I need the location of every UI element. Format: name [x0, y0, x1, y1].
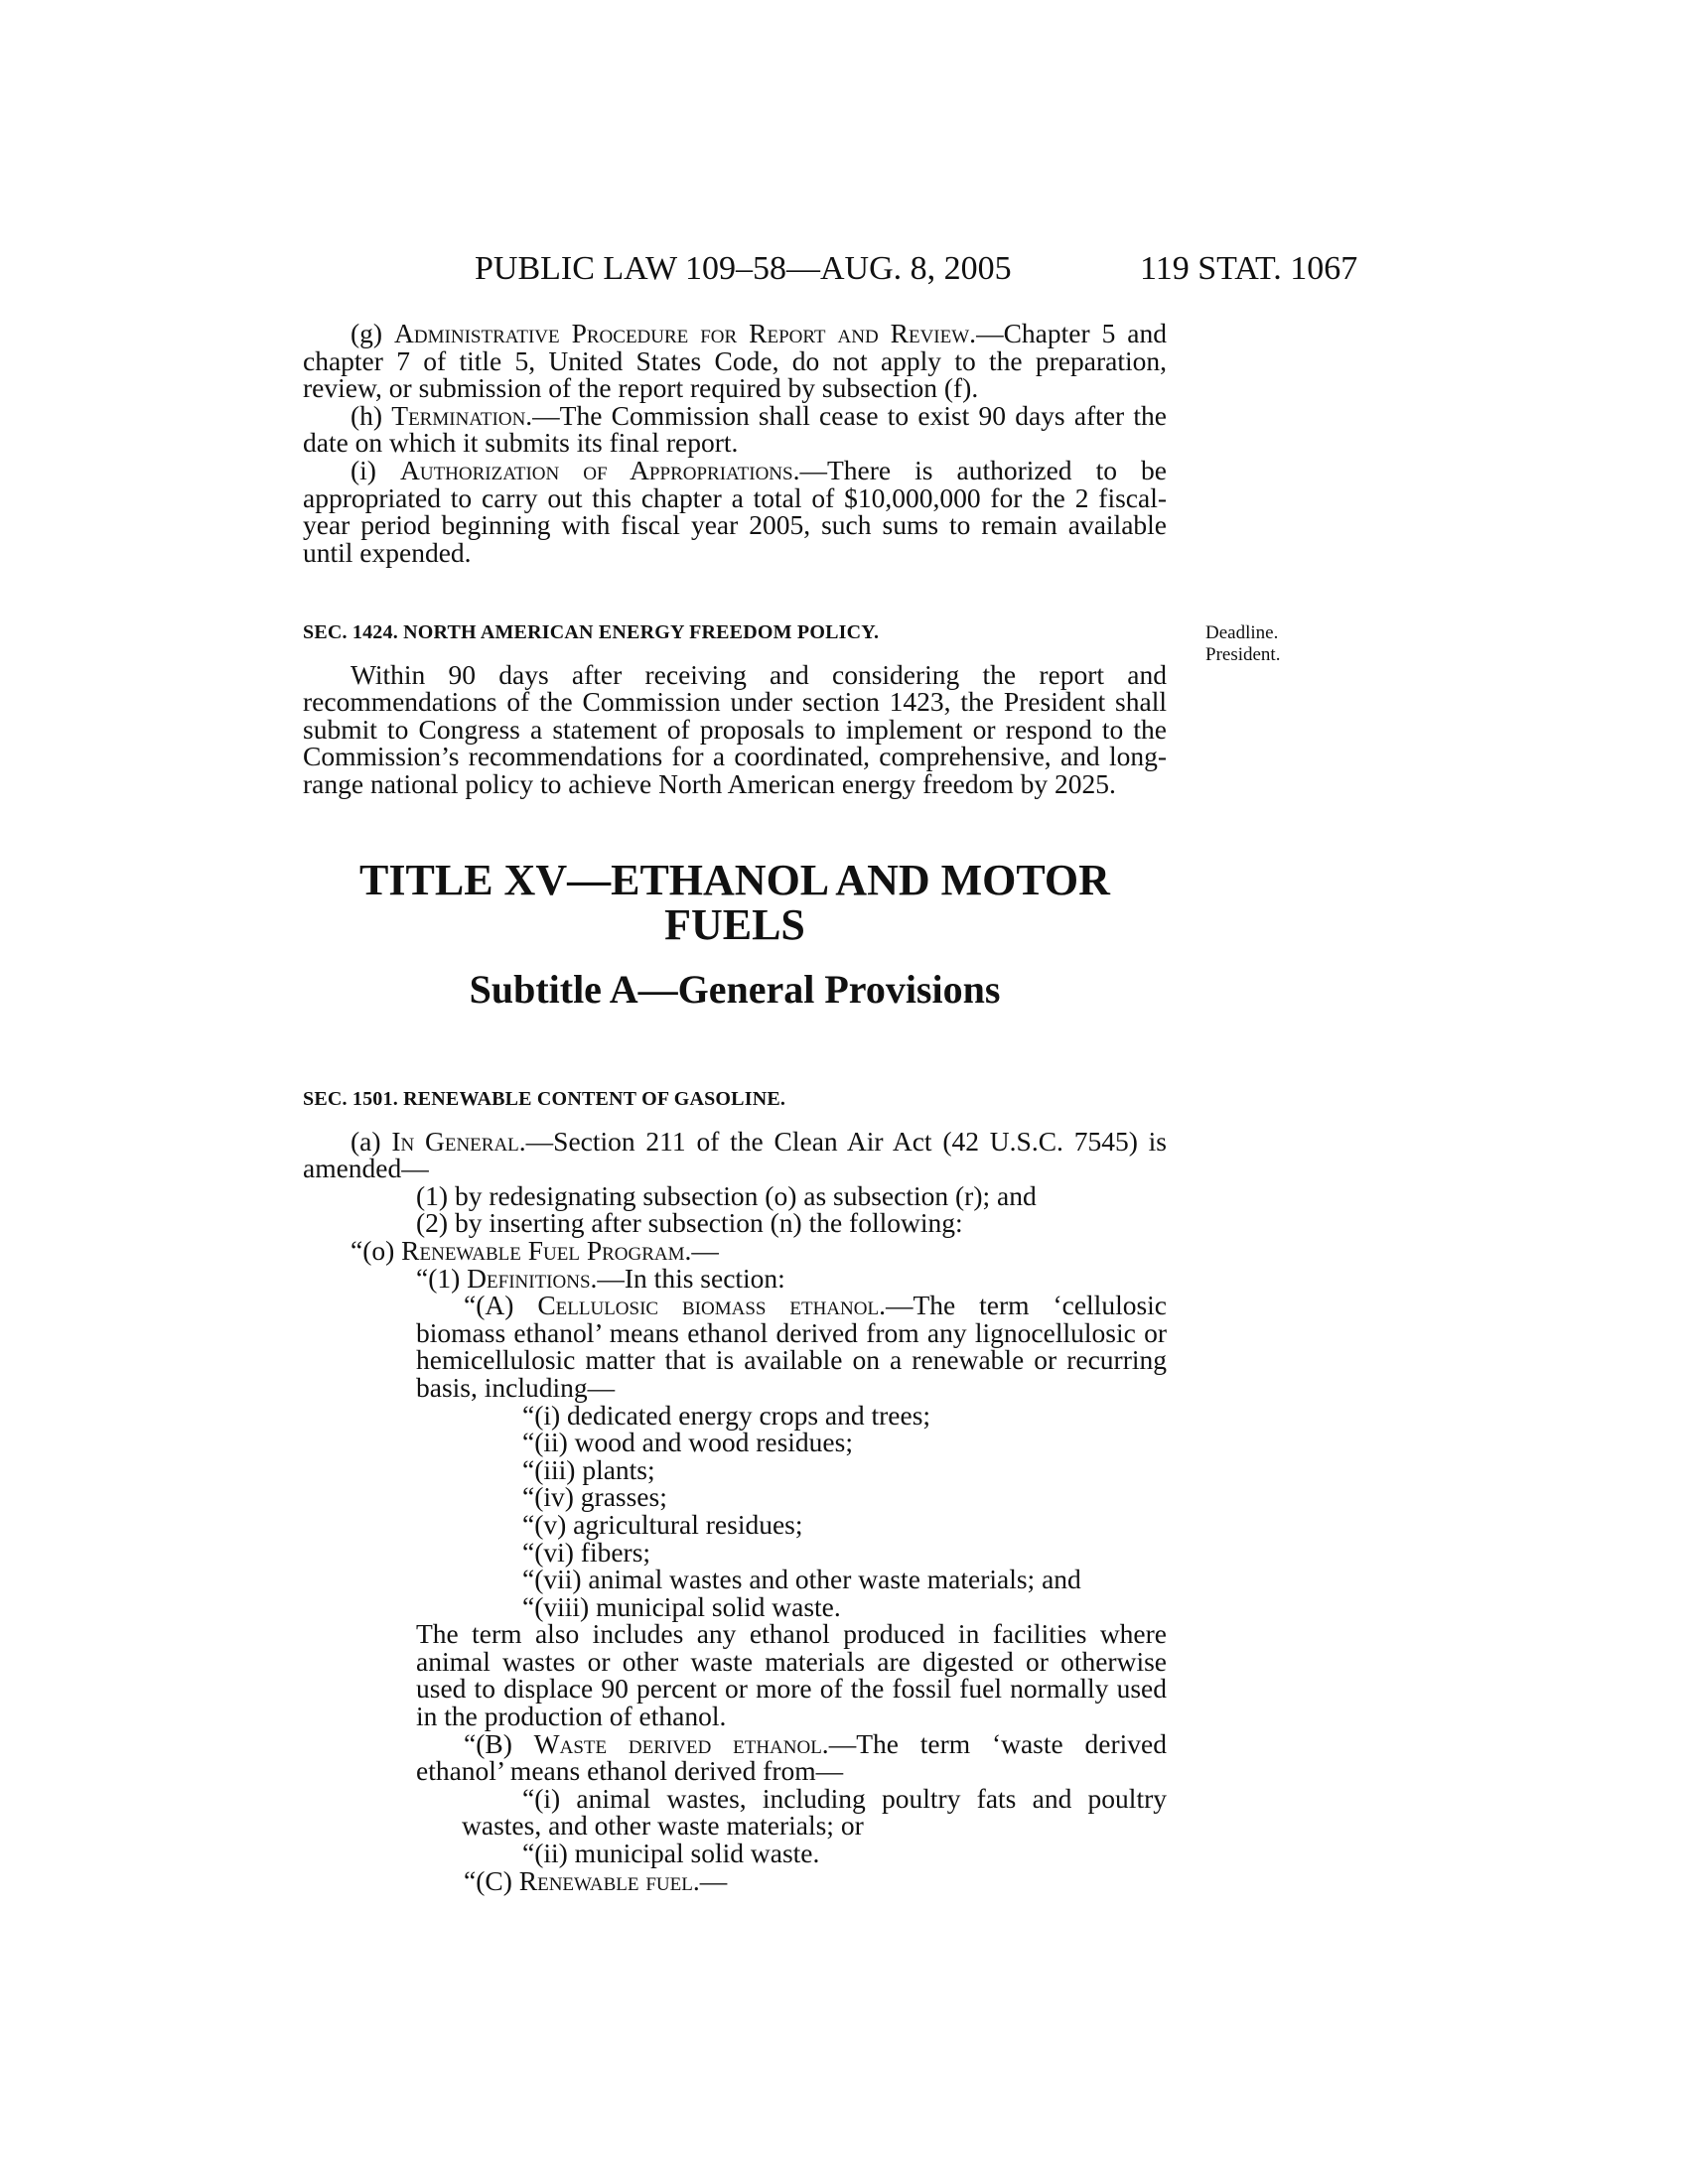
definition-a-item: “(vi) fibers;	[522, 1536, 651, 1568]
title-line-2: FUELS	[664, 900, 805, 949]
subsection-h: (h) Termination.—The Commission shall cease to exist 90 days after the date on which it submits its final report.	[303, 399, 1167, 459]
definition-b-item: “(ii) municipal solid waste.	[522, 1838, 820, 1869]
subsection-g: (g) Administrative Procedure for Report and Review.—Chapter 5 and chapter 7 of title 5, United States Code, do not apply to the preparation, review, or submission of the report required by subsection (f).	[303, 318, 1168, 404]
definition-a-item: “(ii) wood and wood residues;	[522, 1427, 853, 1458]
section-1501-a: (a) In General.—Section 211 of the Clean Air Act (42 U.S.C. 7545) is amended—	[303, 1125, 1167, 1184]
title-line-1: TITLE XV—ETHANOL AND MOTOR	[359, 856, 1110, 904]
subsection-o-heading: “(o) Renewable Fuel Program.—	[351, 1234, 719, 1266]
section-1424	[303, 619, 1167, 798]
subsections-g-i	[303, 320, 1167, 566]
section-1501-item-1: (1) by redesignating subsection (o) as subsection (r); and	[416, 1179, 1037, 1211]
section-1501-heading: SEC. 1501. RENEWABLE CONTENT OF GASOLINE.	[303, 1088, 786, 1110]
definition-c: “(C) Renewable fuel.—	[464, 1864, 728, 1896]
definition-a-item: “(iii) plants;	[522, 1453, 655, 1485]
subsection-i: (i) Authorization of Appropriations.—There is authorized to be appropriated to carry out this chapter a total of $10,000,000 for the 2 fiscal-year period beginning with fiscal year 2005, such sums to remain available until expended.	[303, 454, 1167, 568]
definition-a-item: “(iv) grasses;	[522, 1481, 667, 1513]
definition-a-item: “(v) agricultural residues;	[522, 1508, 803, 1540]
title-heading	[303, 858, 1167, 947]
definitions-heading: “(1) Definitions.—In this section:	[416, 1262, 785, 1294]
margin-note-president: President.	[1205, 644, 1281, 665]
definition-a-item: “(viii) municipal solid waste.	[522, 1590, 841, 1622]
section-1501-item-2: (2) by inserting after subsection (n) the following:	[416, 1207, 963, 1239]
definition-a: “(A) Cellulosic biomass ethanol.—The term ‘cellulosic biomass ethanol’ means ethanol derived from any lignocellulosic or hemicellulosic matter that is available on a renewable or recurring basis, including—	[416, 1290, 1168, 1403]
running-header-title: PUBLIC LAW 109–58—AUG. 8, 2005	[475, 250, 1012, 287]
definition-a-tail: The term also includes any ethanol produced in facilities where animal wastes or other waste materials are digested or otherwise used to displace 90 percent or more of the fossil fuel normally used in the production of ethanol.	[416, 1618, 1167, 1732]
definition-a-item: “(i) dedicated energy crops and trees;	[522, 1399, 931, 1431]
running-header-stat: 119 STAT. 1067	[1140, 250, 1358, 287]
definition-a-item: “(vii) animal wastes and other waste materials; and	[522, 1564, 1081, 1595]
margin-note-deadline: Deadline.	[1205, 622, 1279, 643]
definition-b-item: “(i) animal wastes, including poultry fats and poultry wastes, and other waste materials; or	[462, 1782, 1167, 1842]
definition-b: “(B) Waste derived ethanol.—The term ‘waste derived ethanol’ means ethanol derived from—	[416, 1727, 1167, 1787]
section-1424-text: Within 90 days after receiving and considering the report and recommendations of the Commission under section 1423, the President shall submit to Congress a statement of proposals to implement or respond to the Commission’s recommendations for a coordinated, comprehensive, and long-range national policy to achieve North American energy freedom by 2025.	[303, 658, 1167, 799]
subtitle-heading: Subtitle A—General Provisions	[469, 967, 1001, 1012]
section-1501	[303, 1086, 1167, 1894]
section-1424-heading: SEC. 1424. NORTH AMERICAN ENERGY FREEDOM POLICY.	[303, 621, 880, 643]
